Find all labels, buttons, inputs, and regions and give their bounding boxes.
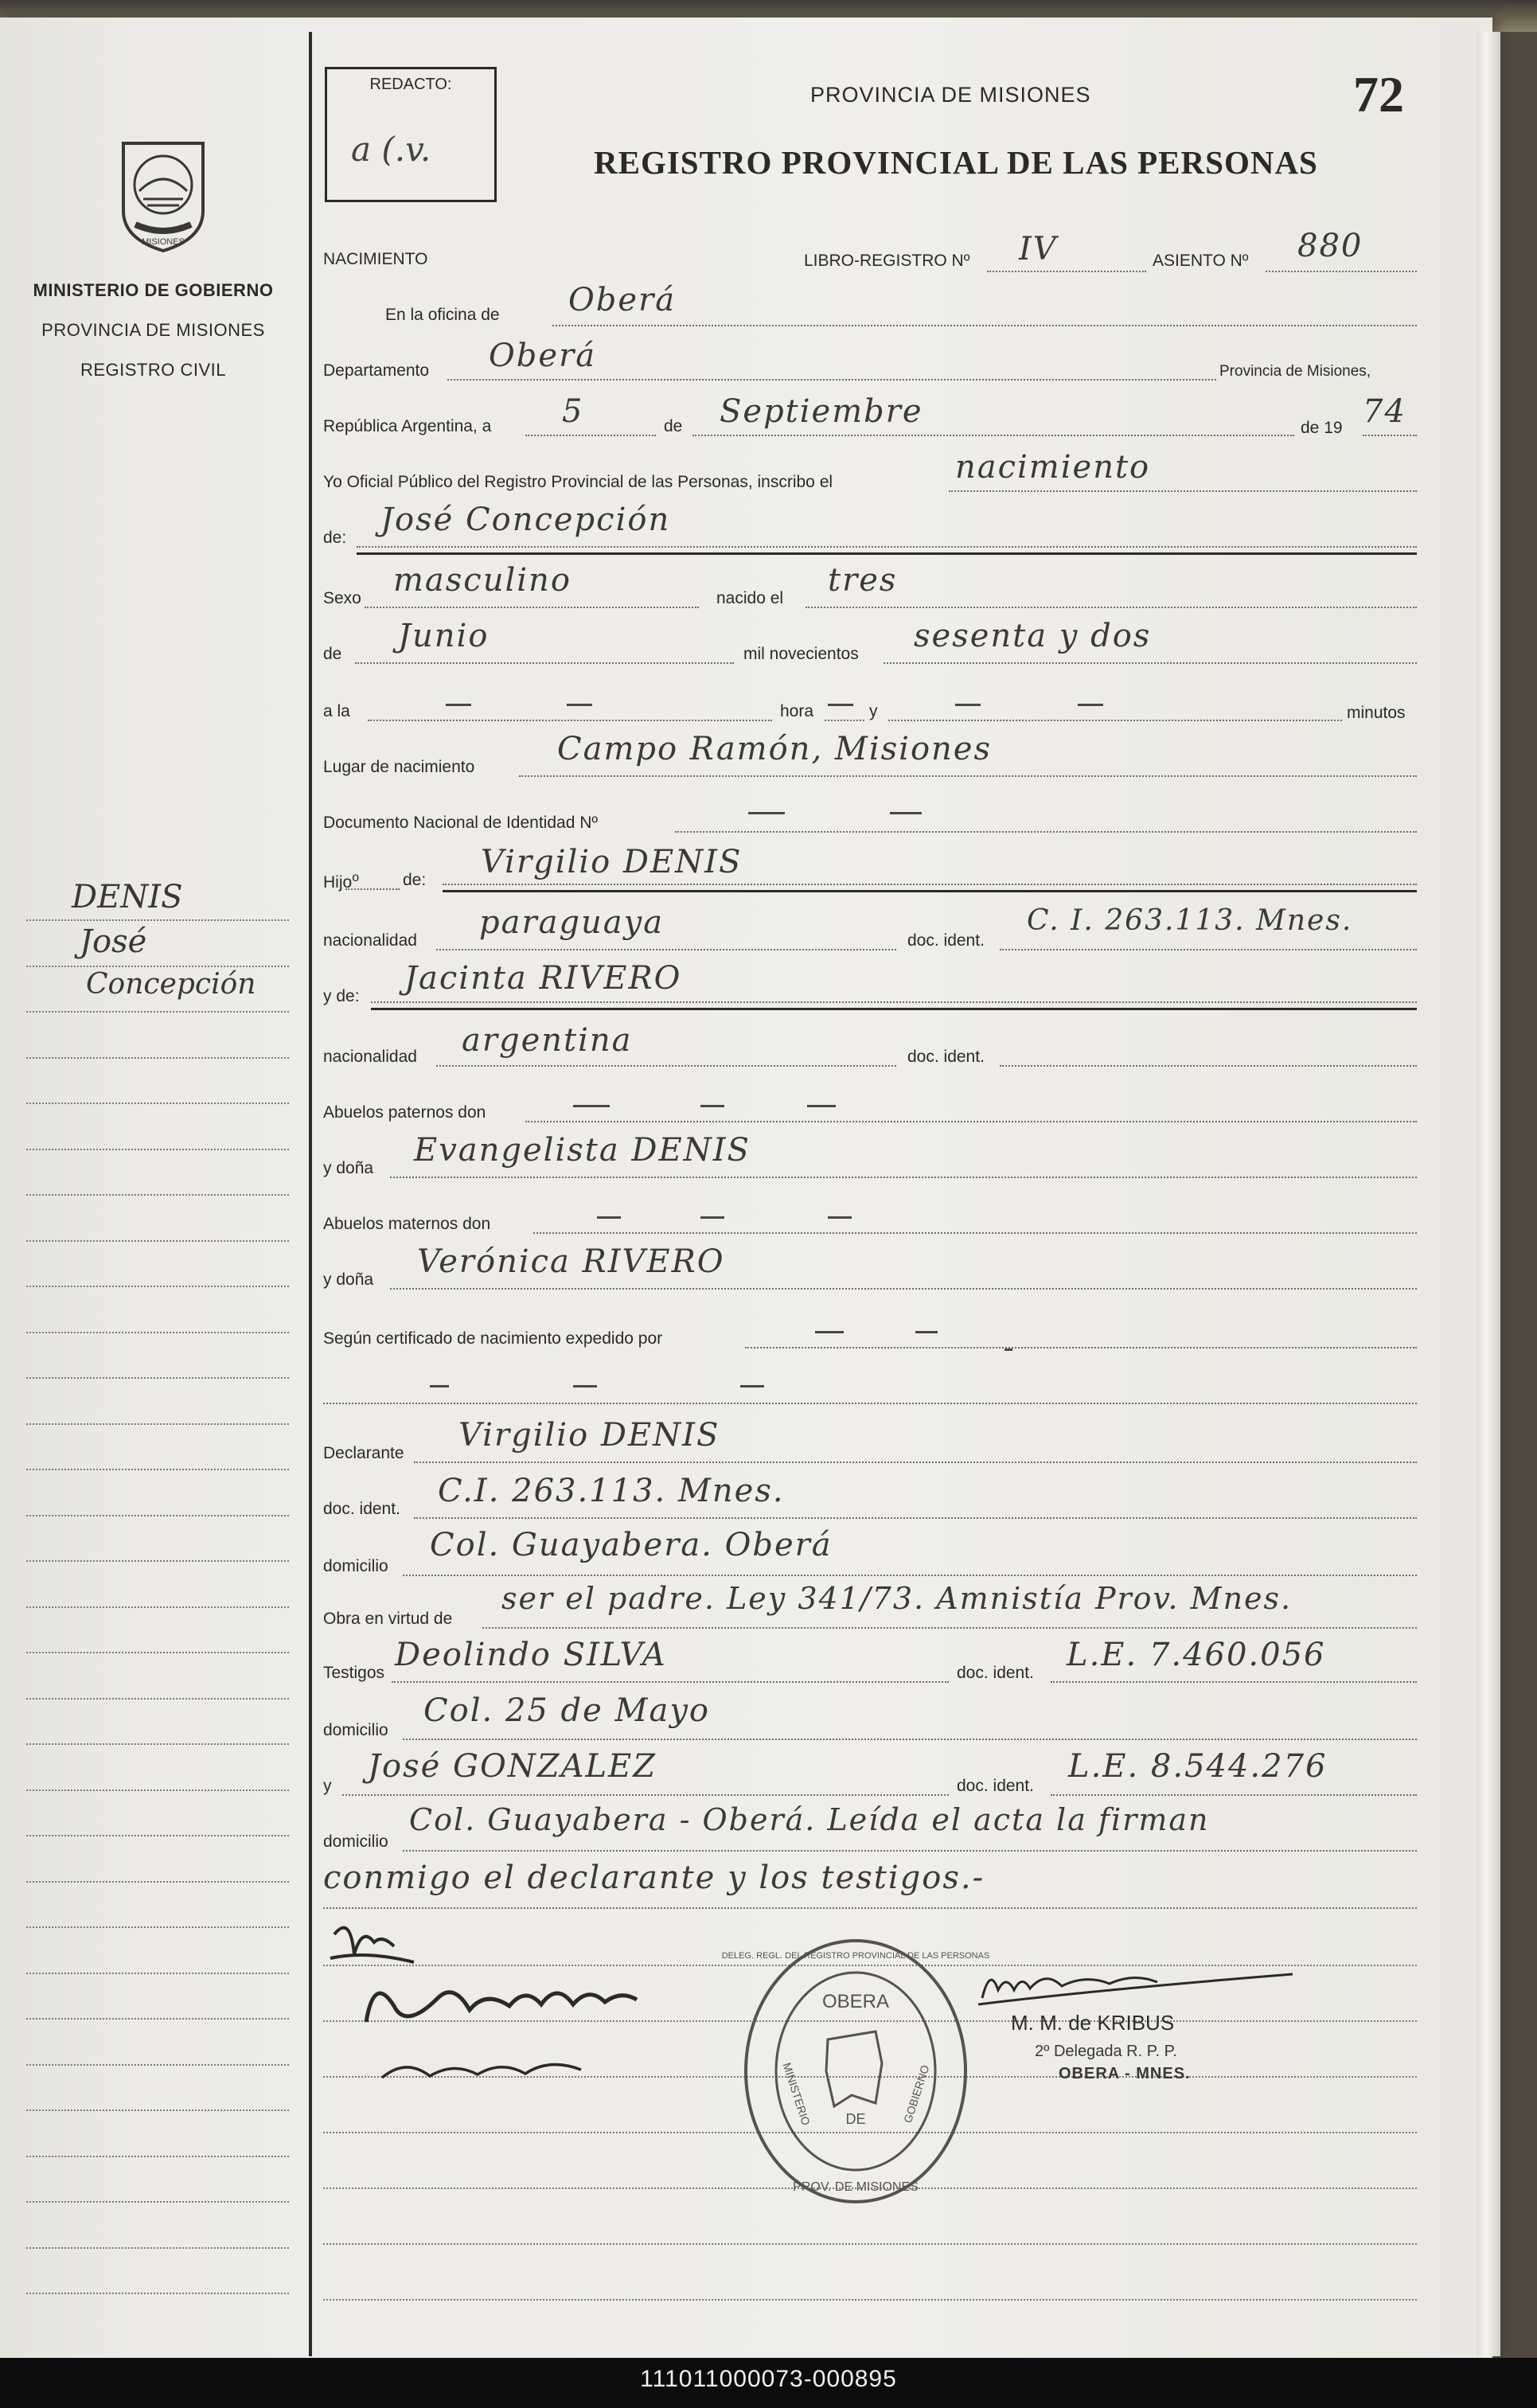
- oficina-label: En la oficina de: [385, 306, 500, 324]
- maternal-grandfather-label: Abuelos maternos don: [323, 1215, 491, 1233]
- province-heading: PROVINCIA DE MISIONES: [810, 83, 1091, 107]
- officer-place: OBERA - MNES.: [1059, 2065, 1191, 2082]
- birth-year-value: sesenta y dos: [914, 618, 1152, 654]
- testigo2-doc-label: doc. ident.: [957, 1777, 1034, 1795]
- mother-nationality-label: nacionalidad: [323, 1048, 417, 1066]
- margin-ruled-lines: [26, 919, 289, 2339]
- year-value: 74: [1363, 393, 1406, 430]
- testigo1-doc-value: L.E. 7.460.056: [1067, 1637, 1326, 1673]
- margin-divider: [309, 32, 312, 2356]
- ministry-label: MINISTERIO DE GOBIERNO: [33, 280, 274, 300]
- registry-title: REGISTRO PROVINCIAL DE LAS PERSONAS: [594, 144, 1318, 181]
- testigo1-doc-label: doc. ident.: [957, 1664, 1034, 1682]
- svg-text:OBERA: OBERA: [821, 1991, 890, 2012]
- minutos-label: minutos: [1347, 704, 1406, 722]
- closing-text: conmigo el declarante y los testigos.-: [323, 1860, 985, 1896]
- official-seal: [721, 1936, 990, 2207]
- paternal-grandmother-label: y doña: [323, 1159, 374, 1177]
- province-label: PROVINCIA DE MISIONES: [41, 320, 265, 340]
- sexo-label: Sexo: [323, 589, 361, 607]
- officer-role: 2º Delegada R. P. P.: [1035, 2043, 1177, 2060]
- father-name-value: Virgilio DENIS: [481, 844, 743, 880]
- day-value: 5: [562, 393, 584, 430]
- hora-label: hora: [780, 702, 814, 720]
- father-doc-label: doc. ident.: [907, 931, 985, 950]
- departamento-value: Oberá: [489, 338, 597, 374]
- testigo1-domicilio-label: domicilio: [323, 1721, 388, 1739]
- svg-text:DELEG. REGL. DEL REGISTRO PROV: DELEG. REGL. DEL REGISTRO PROVINCIAL DE LAS PERSONAS: [721, 1951, 990, 1961]
- officer-name: M. M. de KRIBUS: [1011, 2011, 1175, 2035]
- provincia-suffix: Provincia de Misiones,: [1219, 363, 1371, 380]
- testigos-label: Testigos: [323, 1664, 385, 1682]
- de-label: de: [664, 417, 683, 435]
- declarante-value: Virgilio DENIS: [458, 1417, 720, 1454]
- mother-doc-label: doc. ident.: [907, 1048, 985, 1066]
- margin-middle-name: Concepción: [86, 968, 256, 1001]
- testigo2-value: José GONZALEZ: [368, 1748, 657, 1785]
- libro-label: LIBRO-REGISTRO Nº: [804, 252, 970, 270]
- testigo1-domicilio-value: Col. 25 de Mayo: [423, 1692, 710, 1729]
- testigo2-domicilio-value: Col. Guayabera - Oberá. Leída el acta la firman: [409, 1802, 1210, 1837]
- record-type-label: NACIMIENTO: [323, 250, 428, 268]
- birth-month-value: Junio: [398, 618, 490, 654]
- certificate-label: Según certificado de nacimiento expedido por: [323, 1329, 663, 1348]
- testigo2-y-label: y: [323, 1777, 332, 1795]
- scan-id: 111011000073-000895: [640, 2366, 897, 2392]
- mother-name-value: Jacinta RIVERO: [404, 960, 682, 997]
- a-la-label: a la: [323, 702, 350, 720]
- paternal-grandfather-label: Abuelos paternos don: [323, 1103, 486, 1122]
- maternal-grandmother-value: Verónica RIVERO: [417, 1243, 725, 1280]
- province-emblem-icon: [103, 135, 223, 255]
- redacto-initials: a (.v.: [351, 130, 431, 169]
- libro-value: IV: [1019, 231, 1058, 267]
- lugar-label: Lugar de nacimiento: [323, 758, 475, 776]
- testigo2-doc-value: L.E. 8.544.276: [1068, 1748, 1328, 1785]
- dni-label: Documento Nacional de Identidad Nº: [323, 814, 599, 832]
- redacto-label: REDACTO:: [369, 76, 452, 93]
- year-prefix: de 19: [1301, 419, 1343, 437]
- departamento-label: Departamento: [323, 361, 430, 380]
- page-edge: [1477, 32, 1500, 2356]
- declarante-doc-value: C.I. 263.113. Mnes.: [438, 1473, 785, 1509]
- witness-signatures: [318, 1910, 764, 2094]
- mil-label: mil novecientos: [743, 645, 859, 663]
- svg-text:MINISTERIO: MINISTERIO: [780, 2061, 813, 2127]
- svg-text:DE: DE: [845, 2111, 866, 2127]
- declarante-label: Declarante: [323, 1444, 404, 1462]
- hijo-de-label: de:: [403, 871, 427, 889]
- de-name-label: de:: [323, 529, 347, 547]
- y-label: y: [869, 702, 878, 720]
- republica-label: República Argentina, a: [323, 417, 492, 435]
- redacto-box: [325, 67, 497, 202]
- father-nationality-value: paraguaya: [479, 904, 665, 941]
- svg-text:PROV. DE MISIONES: PROV. DE MISIONES: [793, 2180, 919, 2194]
- hijo-label: Hijo$^o$: [323, 871, 360, 892]
- declarante-doc-label: doc. ident.: [323, 1500, 400, 1518]
- obra-value: ser el padre. Ley 341/73. Amnistía Prov. Mnes.: [501, 1581, 1293, 1616]
- y-de-label: y de:: [323, 987, 360, 1005]
- mother-nationality-value: argentina: [462, 1022, 633, 1059]
- svg-text:MISIONES: MISIONES: [142, 237, 185, 247]
- de2-label: de: [323, 645, 342, 663]
- testigo1-value: Deolindo SILVA: [395, 1637, 667, 1673]
- child-name-value: José Concepción: [380, 502, 671, 538]
- asiento-value: 880: [1297, 228, 1363, 264]
- registry-label: REGISTRO CIVIL: [80, 360, 227, 380]
- father-nationality-label: nacionalidad: [323, 931, 417, 950]
- page-number: 72: [1353, 66, 1404, 123]
- margin-first-name: José: [80, 923, 147, 960]
- paternal-grandmother-value: Evangelista DENIS: [414, 1132, 751, 1169]
- month-value: Septiembre: [720, 393, 923, 430]
- declarante-domicilio-label: domicilio: [323, 1557, 388, 1575]
- testigo2-domicilio-label: domicilio: [323, 1832, 388, 1851]
- officer-signature: [974, 1958, 1309, 2014]
- declarante-domicilio-value: Col. Guayabera. Oberá: [430, 1527, 833, 1563]
- svg-text:GOBIERNO: GOBIERNO: [900, 2063, 932, 2125]
- maternal-grandmother-label: y doña: [323, 1270, 374, 1289]
- birthplace-value: Campo Ramón, Misiones: [557, 731, 992, 767]
- oficial-label: Yo Oficial Público del Registro Provincial de las Personas, inscribo el: [323, 473, 833, 491]
- margin-surname: DENIS: [72, 879, 183, 915]
- svg-text:Denis: Denis: [661, 1926, 663, 1927]
- nacido-label: nacido el: [716, 589, 784, 607]
- acto-value: nacimiento: [955, 449, 1151, 486]
- sexo-value: masculino: [393, 562, 571, 599]
- oficina-value: Oberá: [568, 282, 677, 318]
- nacido-day-value: tres: [828, 562, 898, 599]
- obra-label: Obra en virtud de: [323, 1610, 453, 1628]
- asiento-label: ASIENTO Nº: [1153, 252, 1249, 270]
- father-doc-value: C. I. 263.113. Mnes.: [1027, 904, 1353, 937]
